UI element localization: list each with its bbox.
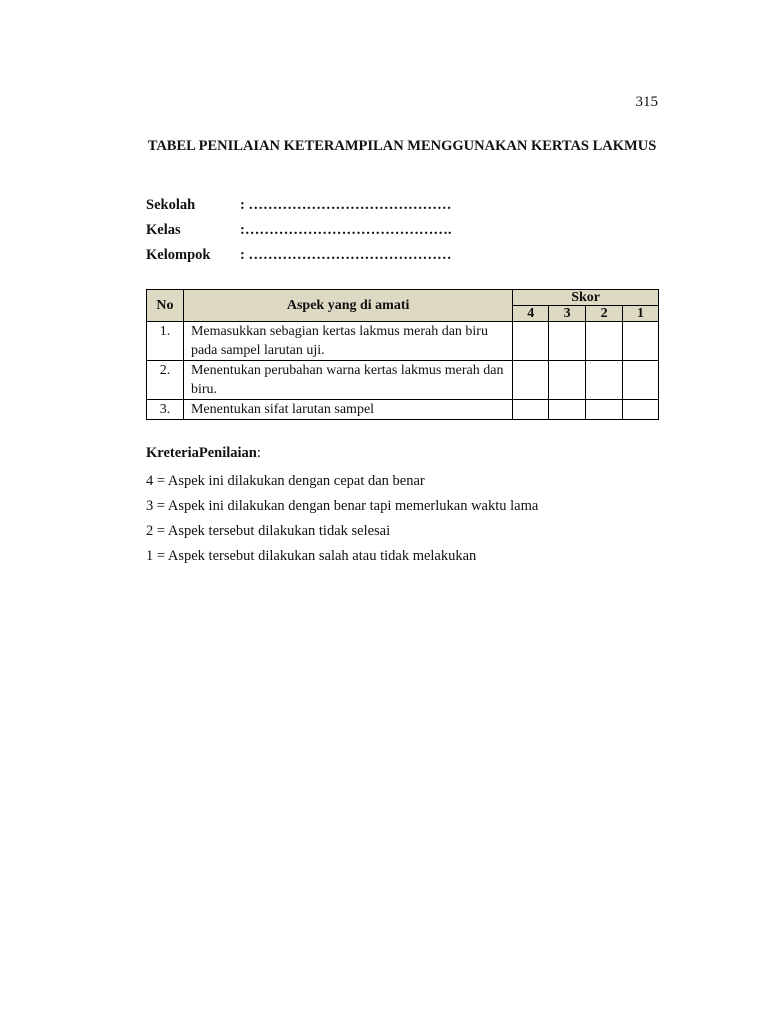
criteria-item: 4 = Aspek ini dilakukan dengan cepat dan benar	[146, 473, 425, 489]
row-aspect: Menentukan perubahan warna kertas lakmus merah dan biru.	[183, 361, 512, 400]
score-cell[interactable]	[586, 361, 623, 400]
page-number: 315	[635, 94, 658, 110]
score-cell[interactable]	[586, 400, 623, 420]
header-no: No	[147, 290, 184, 322]
criteria-title: KreteriaPenilaian	[146, 445, 257, 461]
score-cell[interactable]	[513, 361, 549, 400]
score-cell[interactable]	[549, 322, 586, 361]
field-label: Sekolah	[146, 197, 196, 213]
score-cell[interactable]	[513, 400, 549, 420]
row-number: 2.	[147, 361, 184, 400]
row-number: 1.	[147, 322, 184, 361]
assessment-table	[146, 289, 659, 420]
score-cell[interactable]	[549, 361, 586, 400]
table-row	[147, 322, 659, 361]
criteria-heading	[146, 445, 538, 462]
row-aspect: Memasukkan sebagian kertas lakmus merah dan biru pada sampel larutan uji.	[183, 322, 512, 361]
field-kelompok	[146, 247, 451, 264]
row-aspect: Menentukan sifat larutan sampel	[183, 400, 512, 420]
field-label: Kelompok	[146, 247, 211, 263]
field-value: :…………………………………….	[240, 222, 452, 238]
score-cell[interactable]	[549, 400, 586, 420]
criteria-item: 2 = Aspek tersebut dilakukan tidak selesai	[146, 523, 391, 539]
field-sekolah	[146, 197, 451, 214]
score-cell[interactable]	[623, 361, 659, 400]
table-row	[147, 400, 659, 420]
score-cell[interactable]	[623, 322, 659, 361]
header-aspect: Aspek yang di amati	[183, 290, 512, 322]
header-score-4: 4	[513, 306, 549, 322]
score-cell[interactable]	[623, 400, 659, 420]
header-score: Skor	[513, 290, 659, 306]
table-row	[147, 361, 659, 400]
header-score-2: 2	[586, 306, 623, 322]
document-title: TABEL PENILAIAN KETERAMPILAN MENGGUNAKAN KERTAS LAKMUS	[147, 138, 657, 154]
row-number: 3.	[147, 400, 184, 420]
header-score-3: 3	[549, 306, 586, 322]
field-kelas	[146, 222, 451, 239]
field-value: : ……………………………………	[240, 247, 452, 263]
score-cell[interactable]	[586, 322, 623, 361]
field-label: Kelas	[146, 222, 181, 238]
criteria-section	[146, 445, 538, 569]
field-value: : ……………………………………	[240, 197, 452, 213]
criteria-item: 3 = Aspek ini dilakukan dengan benar tapi memerlukan waktu lama	[146, 498, 539, 514]
criteria-colon: :	[256, 445, 261, 461]
criteria-item: 1 = Aspek tersebut dilakukan salah atau tidak melakukan	[146, 548, 477, 564]
header-score-1: 1	[623, 306, 659, 322]
score-cell[interactable]	[513, 322, 549, 361]
